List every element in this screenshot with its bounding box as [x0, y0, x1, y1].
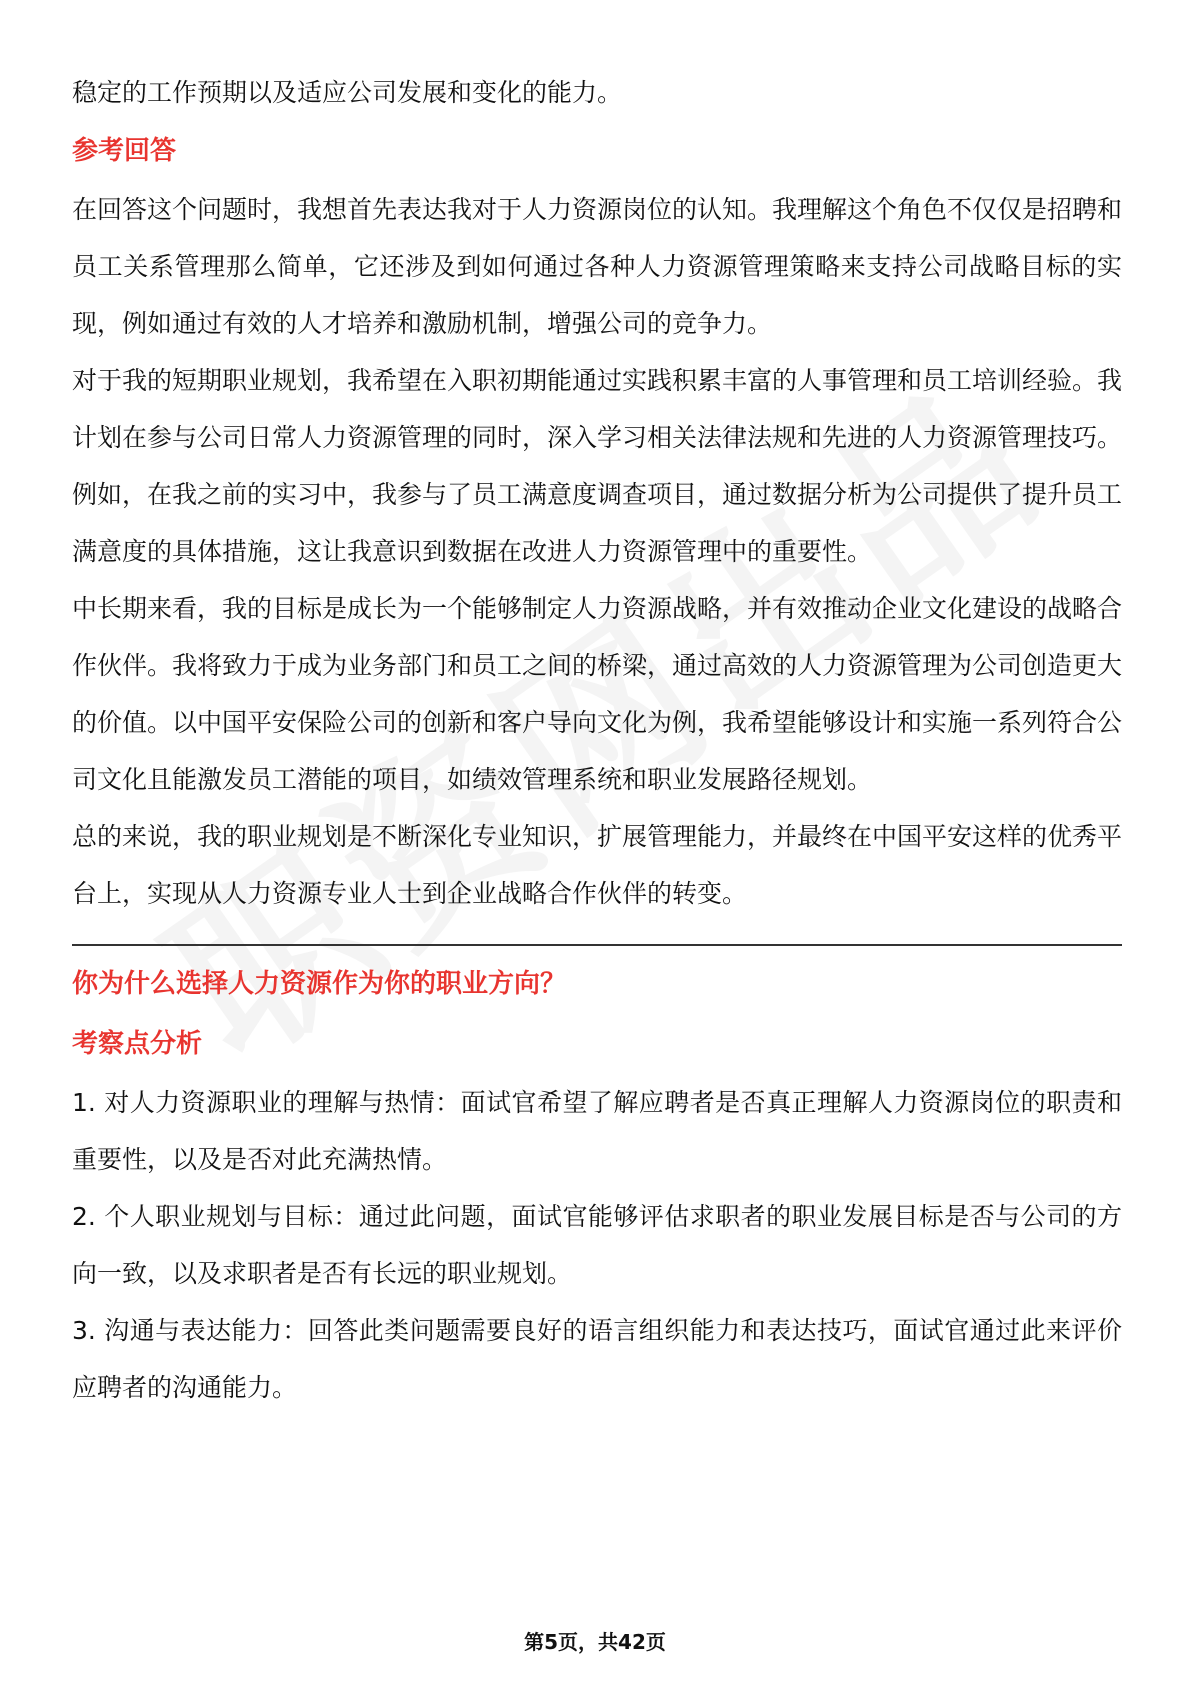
analysis-item-2: 2. 个人职业规划与目标：通过此问题，面试官能够评估求职者的职业发展目标是否与公司的方向一致，以及求职者是否有长远的职业规划。: [72, 1202, 1122, 1288]
intro-line: 稳定的工作预期以及适应公司发展和变化的能力。: [72, 78, 623, 107]
analysis-item-3: 3. 沟通与表达能力：回答此类问题需要良好的语言组织能力和表达技巧，面试官通过此来评价应聘者的沟通能力。: [72, 1316, 1122, 1402]
answer-heading: 参考回答: [72, 136, 177, 166]
analysis-item-1: 1. 对人力资源职业的理解与热情：面试官希望了解应聘者是否真正理解人力资源岗位的职责和重要性，以及是否对此充满热情。: [72, 1088, 1122, 1174]
answer-paragraph-1: 在回答这个问题时，我想首先表达我对于人力资源岗位的认知。我理解这个角色不仅仅是招聘和员工关系管理那么简单，它还涉及到如何通过各种人力资源管理策略来支持公司战略目标的实现，例如通过有效的人才培养和激励机制，增强公司的竞争力。: [72, 195, 1123, 338]
answer-paragraph-3: 中长期来看，我的目标是成长为一个能够制定人力资源战略，并有效推动企业文化建设的战略合作伙伴。我将致力于成为业务部门和员工之间的桥梁，通过高效的人力资源管理为公司创造更大的价值。以中国平安保险公司的创新和客户导向文化为例，我希望能够设计和实施一系列符合公司文化且能激发员工潜能的项目，如绩效管理系统和职业发展路径规划。: [72, 594, 1123, 794]
analysis-heading: 考察点分析: [72, 1029, 203, 1059]
answer-paragraph-4: 总的来说，我的职业规划是不断深化专业知识，扩展管理能力，并最终在中国平安这样的优秀平台上，实现从人力资源专业人士到企业战略合作伙伴的转变。: [72, 822, 1123, 908]
section-divider: [72, 944, 1122, 946]
page-number-footer: 第5页，共42页: [524, 1630, 666, 1654]
question-heading: 你为什么选择人力资源作为你的职业方向？: [72, 969, 567, 999]
answer-paragraph-2: 对于我的短期职业规划，我希望在入职初期能通过实践积累丰富的人事管理和员工培训经验。我计划在参与公司日常人力资源管理的同时，深入学习相关法律法规和先进的人力资源管理技巧。例如，在我之前的实习中，我参与了员工满意度调查项目，通过数据分析为公司提供了提升员工满意度的具体措施，这让我意识到数据在改进人力资源管理中的重要性。: [72, 366, 1123, 566]
page-content: [72, 64, 1122, 1416]
